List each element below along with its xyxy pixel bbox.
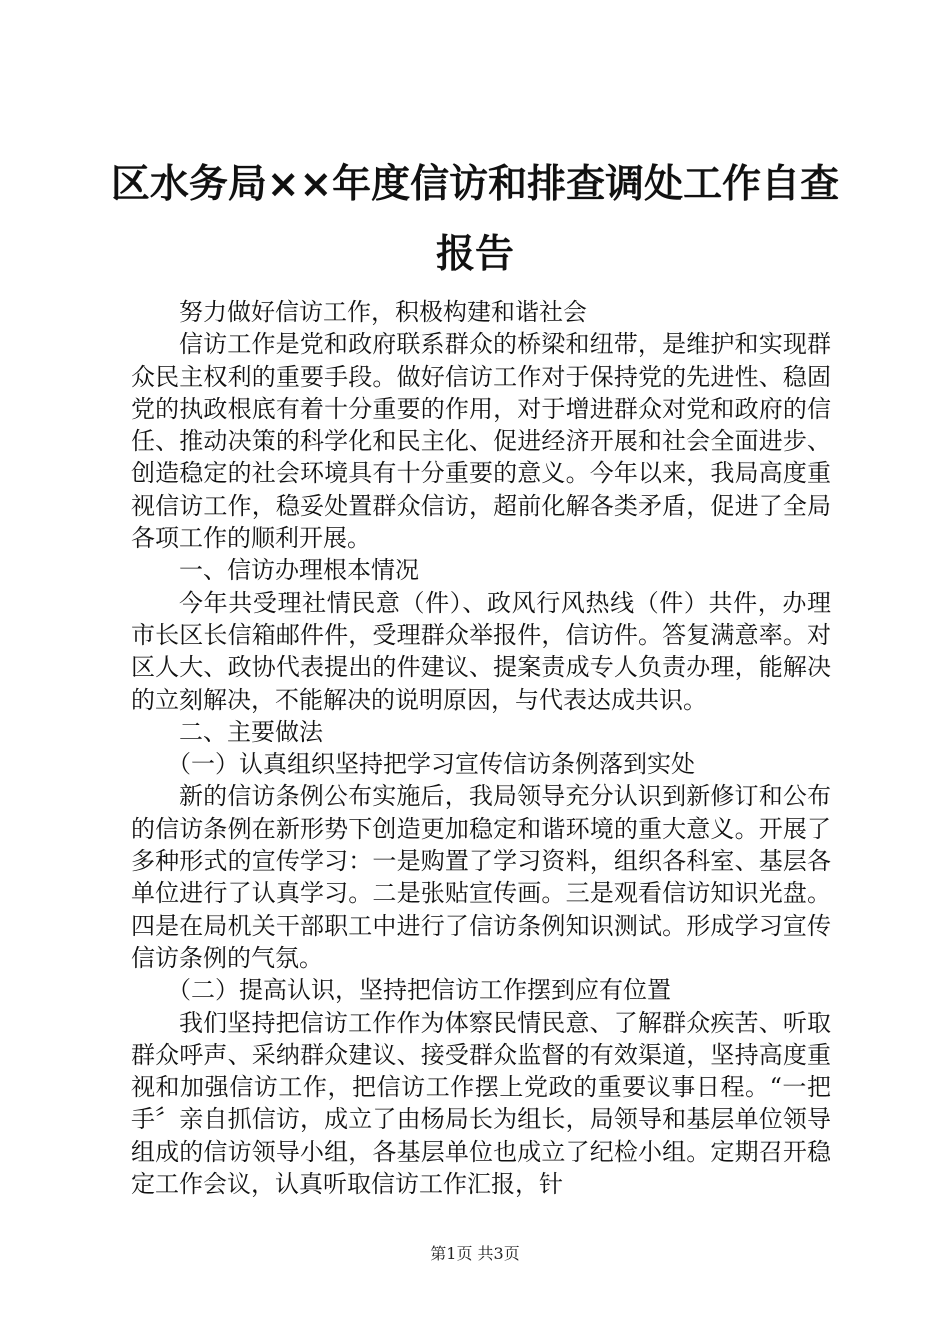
- subsection-heading-1: （一）认真组织坚持把学习宣传信访条例落到实处: [167, 750, 695, 779]
- page-number-footer: 第1页 共3页: [430, 1244, 520, 1263]
- subsection-heading-2: （二）提高认识，坚持把信访工作摆到应有位置: [167, 976, 671, 1005]
- subtitle-paragraph: 努力做好信访工作，积极构建和谐社会: [179, 298, 587, 326]
- document-body: [131, 296, 831, 1200]
- section-heading-1: 一、信访办理根本情况: [179, 556, 419, 585]
- section-heading-2: 二、主要做法: [179, 717, 323, 746]
- subsection-1-paragraph: 新的信访条例公布实施后，我局领导充分认识到新修订和公布的信访条例在新形势下创造更加稳定和谐环境的重大意义。开展了多种形式的宣传学习：一是购置了学习资料，组织各科室、基层各单位进行了认真学习。二是张贴宣传画。三是观看信访知识光盘。四是在局机关干部职工中进行了信访条例知识测试。形成学习宣传信访条例的气氛。: [131, 782, 831, 972]
- intro-paragraph: 信访工作是党和政府联系群众的桥梁和纽带，是维护和实现群众民主权利的重要手段。做好信访工作对于保持党的先进性、稳固党的执政根底有着十分重要的作用，对于增进群众对党和政府的信任、推动决策的科学化和民主化、促进经济开展和社会全面进步、创造稳定的社会环境具有十分重要的意义。今年以来，我局高度重视信访工作，稳妥处置群众信访，超前化解各类矛盾，促进了全局各项工作的顺利开展。: [131, 330, 831, 553]
- section-1-paragraph: 今年共受理社情民意（件）、政风行风热线（件）共件，办理市长区长信箱邮件件，受理群众举报件，信访件。答复满意率。对区人大、政协代表提出的件建议、提案责成专人负责办理，能解决的立刻解决，不能解决的说明原因，与代表达成共识。: [131, 588, 831, 714]
- subsection-2-paragraph: 我们坚持把信访工作作为体察民情民意、了解群众疾苦、听取群众呼声、采纳群众建议、接受群众监督的有效渠道，坚持高度重视和加强信访工作，把信访工作摆上党政的重要议事日程。“一把手〞亲自抓信访，成立了由杨局长为组长，局领导和基层单位领导组成的信访领导小组，各基层单位也成立了纪检小组。定期召开稳定工作会议，认真听取信访工作汇报，针: [131, 1008, 831, 1199]
- document-title: 区水务局××年度信访和排查调处工作自查报告: [110, 162, 840, 277]
